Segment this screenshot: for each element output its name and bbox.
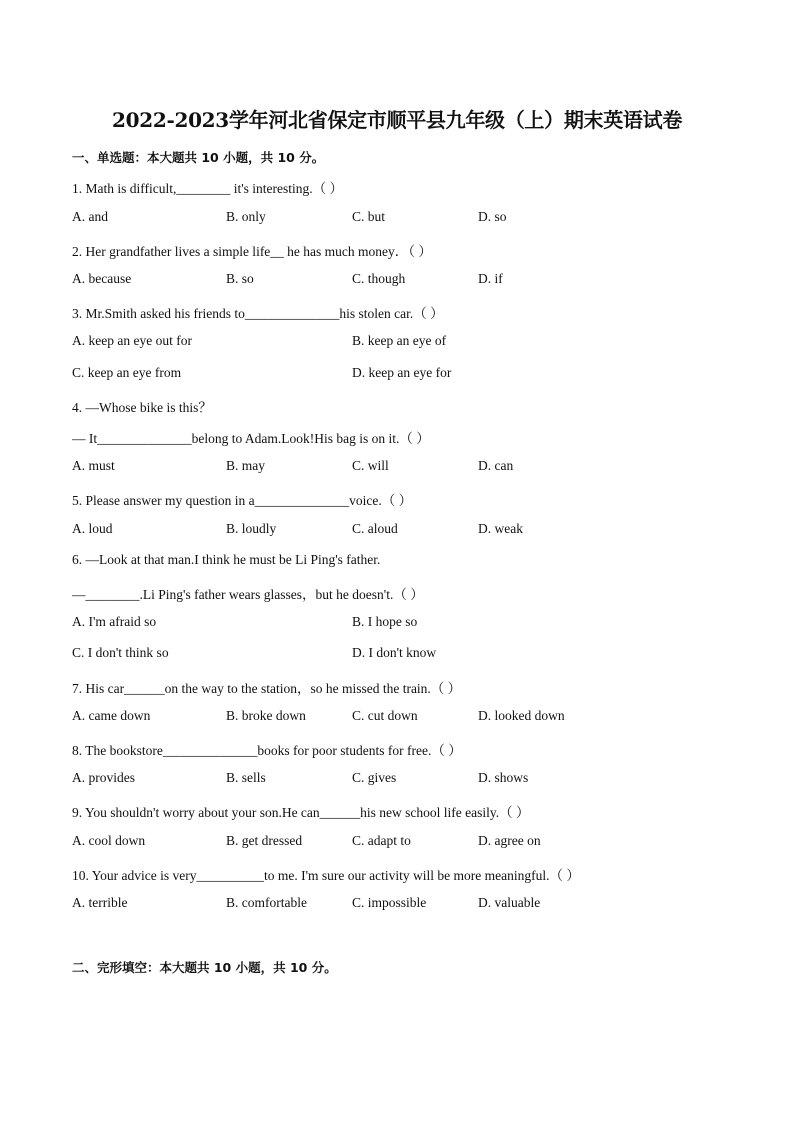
question-stem-4-reply: — It______________belong to Adam.Look!His bag is on it.（ ）	[72, 431, 430, 446]
option-7a: A. came down	[72, 708, 151, 723]
question-stem-1: 1. Math is difficult,________ it's interesting.（ ）	[72, 181, 344, 196]
question-stem-3: 3. Mr.Smith asked his friends to______________his stolen car.（ ）	[72, 306, 444, 321]
option-7c: C. cut down	[352, 708, 418, 723]
option-4c: C. will	[352, 458, 389, 473]
option-3d: D. keep an eye for	[352, 365, 452, 380]
question-stem-9: 9. You shouldn't worry about your son.He can______his new school life easily.（ ）	[72, 805, 530, 820]
option-10a: A. terrible	[72, 895, 128, 910]
option-6c: C. I don't think so	[72, 645, 169, 660]
option-9b: B. get dressed	[226, 833, 303, 848]
option-5a: A. loud	[72, 521, 113, 536]
option-6d: D. I don't know	[352, 645, 437, 660]
option-5d: D. weak	[478, 521, 523, 536]
option-8d: D. shows	[478, 770, 529, 785]
option-1b: B. only	[226, 209, 266, 224]
section-heading-cloze: 二、完形填空：本大题共 10 小题，共 10 分。	[72, 960, 337, 975]
question-stem-10: 10. Your advice is very__________to me. I'm sure our activity will be more meaningful.（ ）	[72, 868, 580, 883]
option-8a: A. provides	[72, 770, 135, 785]
option-7b: B. broke down	[226, 708, 306, 723]
option-5b: B. loudly	[226, 521, 277, 536]
option-3a: A. keep an eye out for	[72, 333, 192, 348]
option-4d: D. can	[478, 458, 514, 473]
option-4b: B. may	[226, 458, 265, 473]
option-8b: B. sells	[226, 770, 266, 785]
option-6a: A. I'm afraid so	[72, 614, 157, 629]
question-stem-6: 6. —Look at that man.I think he must be Li Ping's father.	[72, 552, 381, 567]
option-8c: C. gives	[352, 770, 397, 785]
option-1d: D. so	[478, 209, 507, 224]
option-10d: D. valuable	[478, 895, 541, 910]
option-9a: A. cool down	[72, 833, 146, 848]
option-4a: A. must	[72, 458, 115, 473]
page-title: 2022-2023学年河北省保定市顺平县九年级（上）期末英语试卷	[111, 108, 683, 132]
option-2d: D. if	[478, 271, 503, 286]
option-5c: C. aloud	[352, 521, 398, 536]
section-heading-single-choice: 一、单选题：本大题共 10 小题，共 10 分。	[72, 150, 325, 165]
option-10c: C. impossible	[352, 895, 427, 910]
question-stem-4: 4. —Whose bike is this？	[72, 400, 212, 415]
option-3b: B. keep an eye of	[352, 333, 447, 348]
option-2a: A. because	[72, 271, 132, 286]
question-stem-7: 7. His car______on the way to the station，so he missed the train.（ ）	[72, 681, 462, 696]
question-stem-8: 8. The bookstore______________books for poor students for free.（ ）	[72, 743, 462, 758]
option-9c: C. adapt to	[352, 833, 411, 848]
option-10b: B. comfortable	[226, 895, 307, 910]
question-stem-2: 2. Her grandfather lives a simple life__ he has much money．（ ）	[72, 244, 432, 259]
option-2b: B. so	[226, 271, 254, 286]
option-1c: C. but	[352, 209, 386, 224]
option-2c: C. though	[352, 271, 406, 286]
option-3c: C. keep an eye from	[72, 365, 182, 380]
option-7d: D. looked down	[478, 708, 565, 723]
question-stem-5: 5. Please answer my question in a______________voice.（ ）	[72, 493, 413, 508]
option-1a: A. and	[72, 209, 108, 224]
option-9d: D. agree on	[478, 833, 541, 848]
question-stem-6-reply: —________.Li Ping's father wears glasses，but he doesn't.（ ）	[72, 587, 424, 602]
option-6b: B. I hope so	[352, 614, 418, 629]
